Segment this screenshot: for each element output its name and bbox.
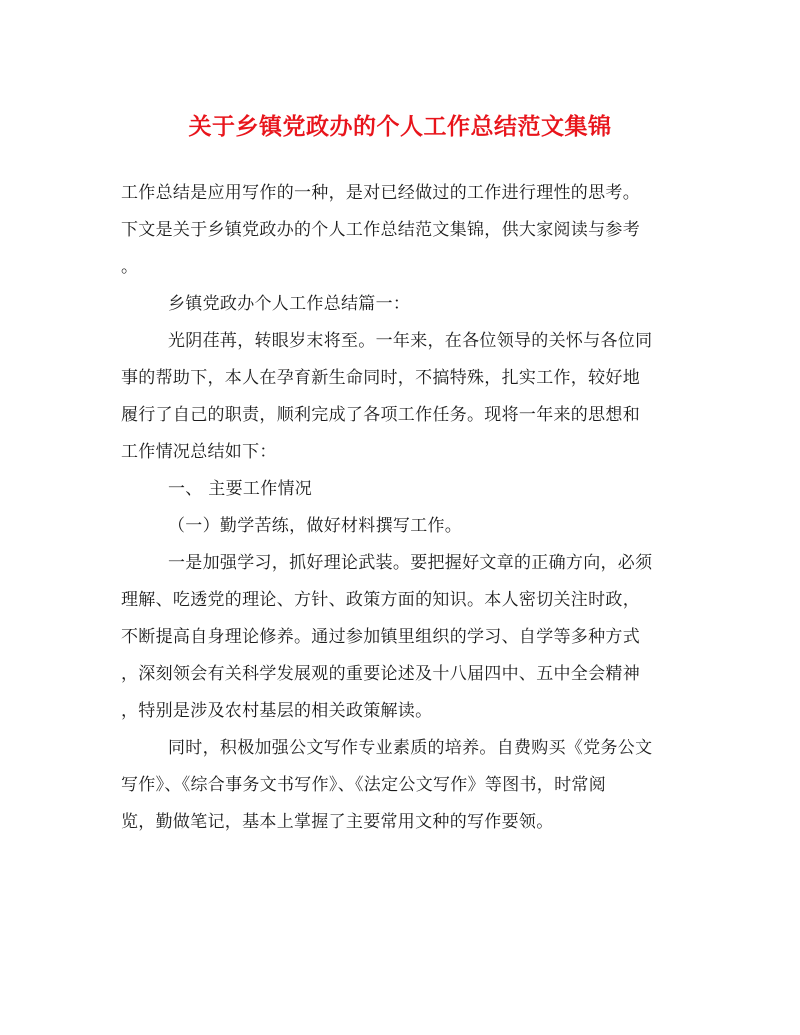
body-line: ，特别是涉及农村基层的相关政策解读。 (121, 701, 433, 721)
body-line: 事的帮助下，本人在孕育新生命同时，不搞特殊，扎实工作，较好地 (121, 368, 640, 388)
body-line: 一是加强学习，抓好理论武装。要把握好文章的正确方向，必须 (168, 553, 653, 573)
section-heading: 一、 主要工作情况 (168, 479, 313, 499)
subsection-heading: （一）勤学苦练，做好材料撰写工作。 (168, 516, 463, 536)
body-line: 理解、吃透党的理论、方针、政策方面的知识。本人密切关注时政， (121, 590, 640, 610)
body-line: 不断提高自身理论修养。通过参加镇里组织的学习、自学等多种方式 (121, 627, 640, 647)
body-line: 览，勤做笔记，基本上掌握了主要常用文种的写作要领。 (121, 812, 554, 832)
body-line: 工作情况总结如下： (121, 442, 277, 462)
document-title: 关于乡镇党政办的个人工作总结范文集锦 (188, 113, 612, 140)
body-line: 光阴荏苒，转眼岁末将至。一年来，在各位领导的关怀与各位同 (168, 331, 653, 351)
body-line: 写作》、《综合事务文书写作》、《法定公文写作》等图书，时常阅 (121, 775, 606, 795)
body-line: 下文是关于乡镇党政办的个人工作总结范文集锦，供大家阅读与参考 (121, 220, 640, 240)
body-line: 履行了自己的职责，顺利完成了各项工作任务。现将一年来的思想和 (121, 405, 640, 425)
body-line: 。 (121, 257, 139, 277)
body-line: ，深刻领会有关科学发展观的重要论述及十八届四中、五中全会精神 (121, 664, 640, 684)
section-heading: 乡镇党政办个人工作总结篇一： (168, 294, 411, 314)
body-line: 工作总结是应用写作的一种，是对已经做过的工作进行理性的思考。 (121, 183, 640, 203)
body-line: 同时，积极加强公文写作专业素质的培养。自费购买《党务公文 (168, 738, 653, 758)
document-body (121, 175, 681, 841)
